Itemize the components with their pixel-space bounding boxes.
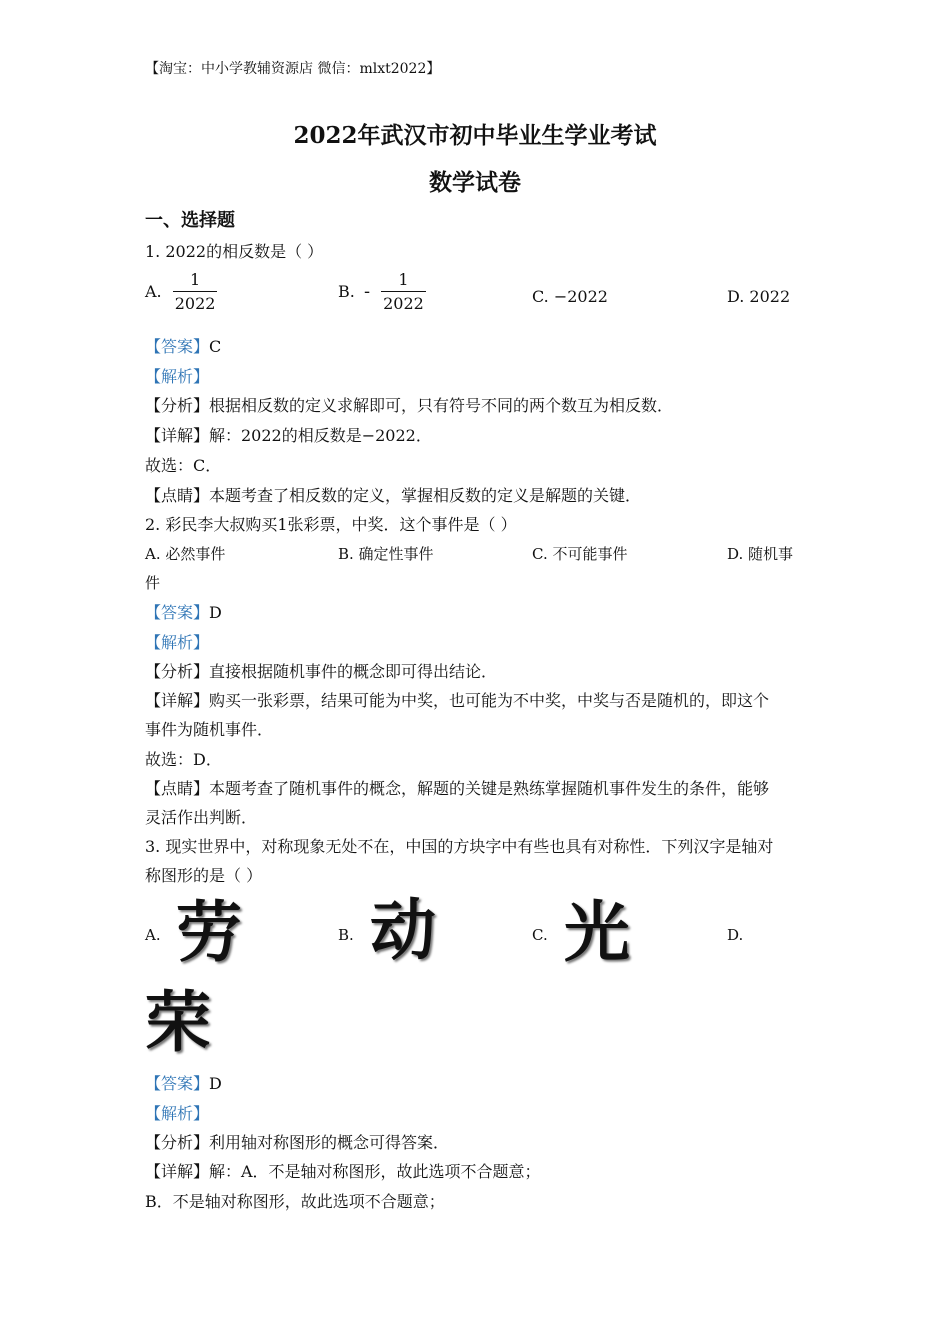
q2-answer bbox=[145, 600, 222, 623]
q3-option-d-character: 荣 bbox=[145, 984, 211, 1061]
q1-option-b-denominator: 2022 bbox=[383, 294, 424, 313]
q1-option-a-numerator: 1 bbox=[190, 270, 201, 289]
q1-answer bbox=[145, 334, 221, 357]
q2-answer-value: D bbox=[209, 603, 222, 622]
q1-option-a-label: A. bbox=[145, 282, 162, 301]
q2-fenxi: 【分析】直接根据随机事件的概念即可得出结论． bbox=[145, 662, 498, 681]
q2-dianjing-line-1: 【点睛】本题考查了随机事件的概念，解题的关键是熟练掌握随机事件发生的条件，能够 bbox=[145, 779, 770, 798]
q2-option-a: A. 必然事件 bbox=[145, 545, 226, 563]
q3-option-b-label: B. bbox=[338, 926, 354, 944]
q1-option-c: C. −2022 bbox=[532, 287, 608, 306]
q3-stem-line-1: 3. 现实世界中，对称现象无处不在，中国的方块字中有些也具有对称性．下列汉字是轴对 bbox=[145, 837, 774, 856]
q2-dianjing-line-2: 灵活作出判断． bbox=[145, 808, 258, 827]
q3-option-c-character: 光 bbox=[564, 894, 630, 971]
q1-option-b bbox=[338, 270, 426, 313]
q1-option-b-label: B. bbox=[338, 282, 355, 301]
q3-answer-tag: 【答案】 bbox=[145, 1074, 210, 1093]
q1-analysis-tag: 【解析】 bbox=[145, 367, 210, 386]
q2-analysis-tag: 【解析】 bbox=[145, 633, 210, 652]
q2-option-c: C. 不可能事件 bbox=[532, 545, 628, 563]
q3-xiangjie-line-2: B．不是轴对称图形，故此选项不合题意； bbox=[145, 1192, 445, 1211]
q2-option-d: D. 随机事 bbox=[727, 545, 794, 563]
q1-stem: 1. 2022的相反数是（ ） bbox=[145, 242, 324, 261]
q2-answer-tag: 【答案】 bbox=[145, 603, 210, 622]
section-heading: 一、选择题 bbox=[145, 210, 235, 231]
q3-option-c-label: C. bbox=[532, 926, 548, 944]
q3-option-d-label: D. bbox=[727, 926, 744, 944]
q1-option-d: D. 2022 bbox=[727, 287, 791, 306]
q2-xiangjie-line-1: 【详解】购买一张彩票，结果可能为中奖，也可能为不中奖，中奖与否是随机的，即这个 bbox=[145, 691, 770, 710]
q1-guxuan: 故选：C． bbox=[145, 456, 222, 475]
q1-xiangjie: 【详解】解：2022的相反数是−2022． bbox=[145, 426, 432, 445]
q3-stem-line-2: 称图形的是（ ） bbox=[145, 866, 263, 885]
q3-option-b-character: 动 bbox=[370, 892, 436, 969]
q3-answer-value: D bbox=[209, 1074, 222, 1093]
q2-xiangjie-line-2: 事件为随机事件． bbox=[145, 720, 274, 739]
header-note: 【淘宝：中小学教辅资源店 微信：mlxt2022】 bbox=[145, 61, 441, 77]
q2-option-d-wrap: 件 bbox=[145, 574, 161, 592]
q3-analysis-tag: 【解析】 bbox=[145, 1104, 210, 1123]
page-title: 2022年武汉市初中毕业生学业考试 bbox=[293, 122, 657, 149]
q3-answer bbox=[145, 1071, 222, 1094]
q1-answer-tag: 【答案】 bbox=[145, 337, 210, 356]
q1-fenxi: 【分析】根据相反数的定义求解即可，只有符号不同的两个数互为相反数． bbox=[145, 396, 674, 415]
q3-xiangjie-line-1: 【详解】解：A．不是轴对称图形，故此选项不合题意； bbox=[145, 1162, 541, 1181]
q3-option-a-character: 劳 bbox=[176, 894, 242, 971]
q2-guxuan: 故选：D． bbox=[145, 750, 222, 769]
q2-stem: 2. 彩民李大叔购买1张彩票，中奖．这个事件是（ ） bbox=[145, 515, 517, 534]
q1-option-b-numerator: 1 bbox=[398, 270, 409, 289]
q1-option-b-sign: - bbox=[363, 281, 371, 302]
q1-option-a-denominator: 2022 bbox=[174, 294, 216, 313]
q1-option-b-fraction bbox=[381, 270, 426, 313]
q2-option-b: B. 确定性事件 bbox=[338, 545, 434, 563]
q1-dianjing: 【点睛】本题考查了相反数的定义，掌握相反数的定义是解题的关键． bbox=[145, 486, 642, 505]
q1-option-a-fraction bbox=[173, 270, 218, 313]
q1-option-a bbox=[145, 270, 217, 313]
q3-fenxi: 【分析】利用轴对称图形的概念可得答案． bbox=[145, 1133, 450, 1152]
q1-answer-value: C bbox=[209, 337, 222, 356]
q3-option-a-label: A. bbox=[145, 926, 161, 944]
page-subtitle: 数学试卷 bbox=[429, 169, 521, 196]
